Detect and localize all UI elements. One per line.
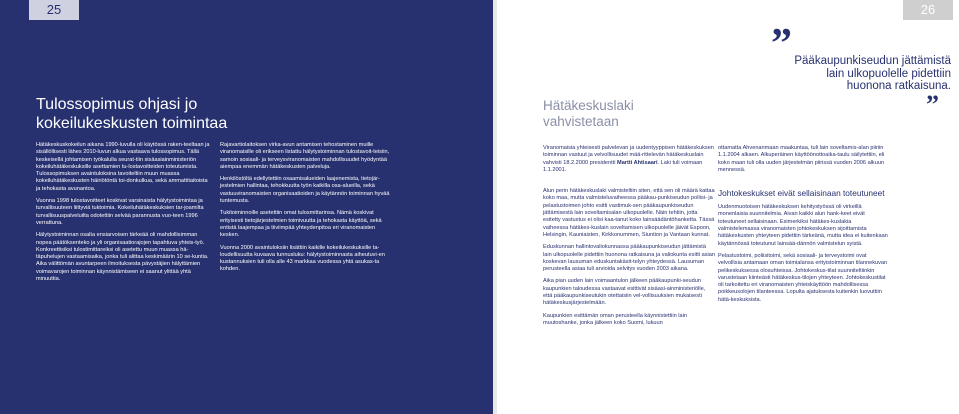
- open-quote-mark: ”: [771, 21, 792, 67]
- person-name: Martti Ahtisaari: [617, 159, 658, 166]
- paragraph: Tukitoiminnoille asetettiin omat tulosmittarinsa. Nämä koskivat erityisesti tietojärjestelmien toimivuutta ja tehokasta käyttöä, sekä entistä laajempaa ja tiiviimpää yhteydenpitoa eri viranomaisten kesken.: [220, 210, 382, 239]
- paragraph: Pelastustoimi, poliisitoimi, sekä sosiaali- ja terveystoimi ovat velvollisia antamaan oman toimialansa erityistoiminnan tilannekuvan pelikeskuksessa olosuhteissa. Johtokeskus-tilat suunniteltiinkin varustetaan kiinteästi hätäkeskus-tilojen yhteyteen. Johtokeskustilat oli tarkoitettu eri viranomaisten yhteiskäyttöön mahdollisessa poikkeusolojen tilanteessa. Lopulta ajatuksesta kuitenkin luovuttiin hätä-keskuksista.: [718, 252, 888, 303]
- paragraph: Aika pian uuden lain voimaantulon jälkeen pääkaupunki-seudun kaupunkien taloudessa vastaavat esittivät sisäasi-ainministeriölle, että pääkaupunkiseutukin otettaisiin vel-vollisuuksien mukaisesti hätäkeskusjärjestelmään.: [543, 278, 706, 307]
- right-column-2: [718, 145, 892, 309]
- paragraph: Uudenmuotoisen hätäkeskuksen kehitystyössä oli virkeillä monenlaisia suunnitelmia. Aivan kaikki alun hank-keet eivät toteutuneet sellaisinaan. Esimerkiksi hätäkes-kuslakia valmistelemassa viranomaisten johtokeskuksen sijoittamista hätäkeskusten yhteyteen pidettiin tärkeänä, mutta idea ei kuitenkaan käytännössä toteutunut lainsää-dännön valmistelun syistä.: [718, 204, 888, 247]
- page-number-right: 26: [903, 0, 953, 20]
- paragraph: Hälytystoiminnan osalta ensiarvoisen tärkeää oli mahdollisimman nopea päätöksenteko ja yli organisaatiorajojen tapahtuva yhteis-työ. Konkreettisiksi tulostimittareiksi oli asetettu muun muassa hä-täpuhelujen vastaamisaika, jonka tuli alittaa keskimäärin 10 se-kuntia. Aika välittömän avuntarpeen ilmoituksesta pävystäjien hälyttämien voimavarojen toiminnan käynnistämiseen ei saanut ylittää yhtä minuuttia.: [36, 232, 209, 283]
- right-page-title: Hätäkeskuslaki vahvistetaan: [543, 98, 634, 129]
- left-column-1: [36, 142, 212, 288]
- paragraph: ottamatta Ahvenanmaan maakuntaa, tuli lain soveltamis-alan piiriin 1.1.2004 alkaen. Alkuperäinen käyttöönottoaika-taulu säilytettiin, eli koko maan tuli olla uuden järjestelmän piirissä vuoden 2006 alkuun mennessä.: [718, 145, 885, 173]
- paragraph: Alun perin hätäkeskuslaki valmisteltiin siten, että sen oli määrä kattaa koko maa, mutta valmisteluvaiheessa pääkau-punkiseudun poliisi- ja pelastustoimen johto esitti vastimuk-sen pääkaupunkiseudun jättämisestä lain soveltamisalan ulkopuolelle. Näin tehtiin, jotta esitetty vastustus ei olisi kaa-tanut koko lainsäädäntöhanketta. Tässä vaiheessa hätäkes-kuslain soveltamisen ulkopuolelle jäivät Espoon, Helsingin, Kauniaisten, Kirkkonummen, Siuntion ja Vantaan kunnat.: [543, 188, 715, 238]
- paragraph: Vuonna 1998 tulostavoitteet koskivat varsinaista hälytystoimintaa ja turvallisuuteen liittyviä tuktoimia. Kokeiluhätäkeskuksien tar-joamilta turvallisuuspalveluilta odotettiin selvää parannusta vuo-teen 1996 verrattuna.: [36, 198, 204, 226]
- pull-quote: Pääkaupunkiseudun jättämistä lain ulkopuolelle pidettiin huonona ratkaisuna.: [794, 55, 951, 92]
- paragraph: Henkilöstöltä edellytettiin osaamisalueiden laajenemista, tietojär-jestelmien hallintaa, tehokkuutta työn kaikilla osa-alueilla, sekä vastuuviranomaisten organisaatioiden ja käytännön toiminnan hyvää tuntemusta.: [220, 176, 390, 205]
- paragraph: Vuonna 2000 avaintuloksiin lisättiin kaikille kokeilukeskuksille ta-loudellisuutta kuvaava tunnusluku: hälytystoiminnasta aiheutuvi-en kustannuksien tuli olla alle 43 markkaa vuodessa yhtä asukas-ta kohden.: [220, 244, 385, 273]
- paragraph: Eduskunnan hallintovaliokunnassa pääkaupunkiseudun jättämistä lain ulkopuolelle pidettiin huonona ratkaisuna ja valiokunta esitti asian koskevan lausuman eduskuntakäsit-telyn yhteydessä. Lausuman perusteella asiaa tuli arvioida selvitys vuoden 2003 aikana.: [543, 244, 715, 273]
- section-subheading: Johtokeskukset eivät sellaisinaan toteutuneet: [718, 188, 885, 199]
- right-column-1: [543, 145, 715, 332]
- paragraph-text: Viranomaisia yhteisesti palvelevan ja uudentyyppisen hätäkeskuksen toiminnan vastuut ja velvollisuudet mää-rittelevän hätäkeskuslain vahvisti 18.2.2000 presidentti: [543, 145, 714, 166]
- left-column-2: [220, 142, 395, 279]
- page-number-left: 25: [29, 0, 79, 20]
- close-quote-mark: ”: [926, 90, 939, 119]
- paragraph-text: . Laki tuli voimaan 1.1.2001.: [543, 159, 703, 173]
- paragraph: Rajavartiolaitoksen virka-avun antamisen tehostaminen muille viranomaisille oli erikseen listattu hälytystoiminnan tulostavoit-teisiin, samoin sosiaali- ja terveysviranomaisten mahdollisuudet hyödyntää aiempaa enemmän hätäkeskusten palveluja.: [220, 142, 390, 170]
- paragraph: Hätäkeskuskokeilun aikana 1990-luvulla oli käytössä raken-teeltaan ja sisällöllisesti lähes 2010-luvun alkua vastaava tulossopimus. Tällä keskeisellä johtamisen työkalulla seurat-tiin sisäasiainministeriön kokeiluhätäkeskuksille asettamien tu-lostavoitteiden toteutumista. Tulossopimuksen avaintuloksina tavoiteltiin muun muassa kokeiluhätäkeskusten häiriötöntä toi-donkulkua, sekä ammattitaitoista ja tehokasta avunantoa.: [36, 142, 210, 192]
- paragraph: Kaupunkien esittämän oman perusteella käynnistettiin lain muutoshanke, jonka jälkeen koko Suomi, lukuun: [543, 312, 687, 326]
- paragraph: [543, 145, 715, 174]
- left-page-title: Tulossopimus ohjasi jo kokeilukeskusten toimintaa: [36, 96, 228, 132]
